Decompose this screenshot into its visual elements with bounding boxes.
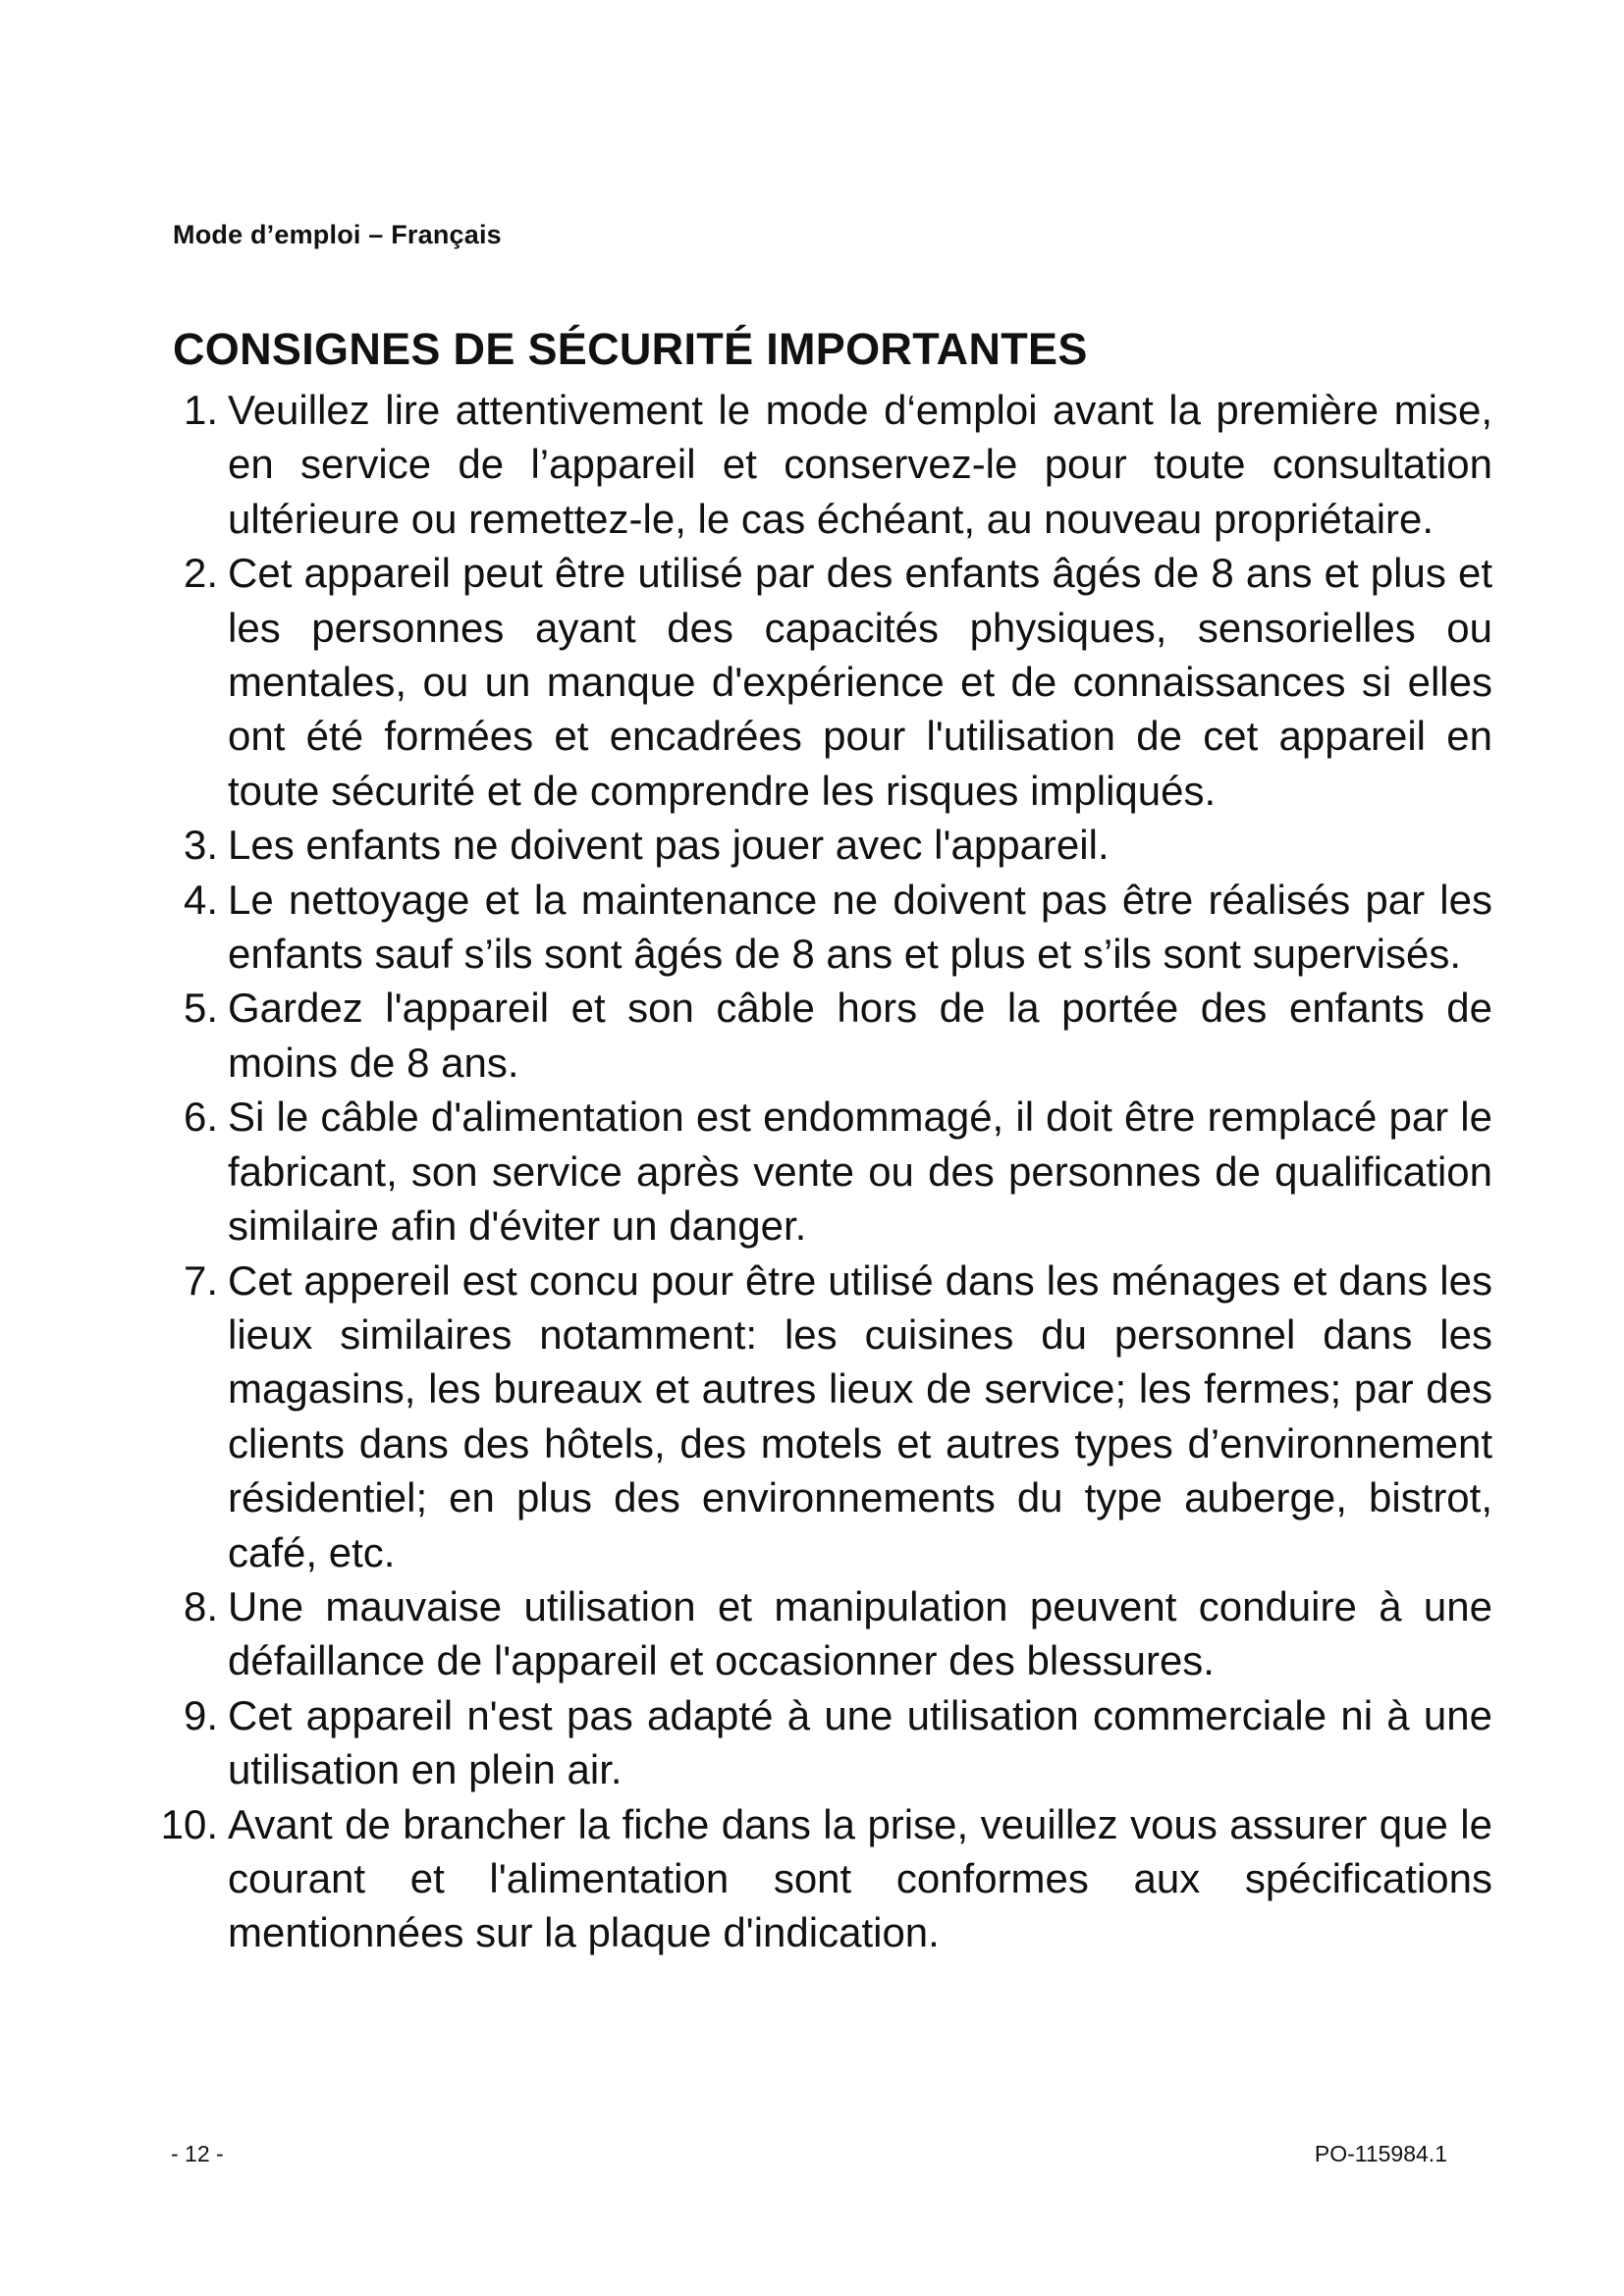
- list-item: [137, 546, 1492, 818]
- item-number: 1.: [183, 387, 218, 433]
- item-number: 5.: [183, 985, 218, 1032]
- list-item: [137, 818, 1492, 872]
- item-number: 9.: [183, 1691, 218, 1738]
- item-number: 8.: [183, 1582, 218, 1629]
- item-number: 2.: [183, 550, 218, 597]
- header-label: Mode d’emploi – Français: [173, 220, 502, 249]
- list-item: [137, 1579, 1492, 1688]
- safety-instructions-list: [137, 383, 1492, 1960]
- item-number: 4.: [183, 876, 218, 923]
- item-text: Cet appareil peut être utilisé par des enfants âgés de 8 ans et plus et les personnes ayant des capacités physiques, sensorielles ou mentales, ou un manque d'expérience et de connaissances si elles ont été formées et encadrées pour l'utilisation de cet appareil en toute sécurité et de comprendre les risques impliqués.: [228, 550, 1492, 814]
- list-item: [137, 1254, 1492, 1579]
- item-text: Si le câble d'alimentation est endommagé, il doit être remplacé par le fabricant, son service après vente ou des personnes de qualification similaire afin d'éviter un danger.: [228, 1094, 1492, 1250]
- list-item: [137, 873, 1492, 982]
- document-code: PO-115984.1: [1314, 2141, 1447, 2166]
- list-item: [137, 1688, 1492, 1797]
- list-item: [137, 981, 1492, 1090]
- list-item: [137, 1090, 1492, 1253]
- item-text: Avant de brancher la fiche dans la prise, veuillez vous assurer que le courant et l'alimentation sont conformes aux spécifications mentionnées sur la plaque d'indication.: [228, 1800, 1492, 1956]
- item-number: 7.: [183, 1256, 218, 1304]
- item-text: Veuillez lire attentivement le mode d‘emploi avant la première mise, en service de l’appareil et conservez-le pour toute consultation ultérieure ou remettez-le, le cas échéant, au nouveau propriétaire.: [228, 387, 1492, 542]
- list-item: [137, 1797, 1492, 1960]
- list-item: [137, 383, 1492, 546]
- item-text: Cet appereil est concu pour être utilisé dans les ménages et dans les lieux similaires notamment: les cuisines du personnel dans les magasins, les bureaux et autres lieux de service; les fermes; par des clients dans des hôtels, des motels et autres types d’environnement résidentiel; en plus des environnements du type auberge, bistrot, café, etc.: [228, 1256, 1492, 1575]
- item-number: 6.: [183, 1094, 218, 1141]
- item-number: 3.: [183, 822, 218, 869]
- page-number: - 12 -: [171, 2141, 224, 2166]
- item-text: Cet appareil n'est pas adapté à une utilisation commerciale ni à une utilisation en plein air.: [228, 1691, 1492, 1793]
- item-text: Une mauvaise utilisation et manipulation peuvent conduire à une défaillance de l'appareil et occasionner des blessures.: [228, 1582, 1492, 1684]
- item-text: Le nettoyage et la maintenance ne doivent pas être réalisés par les enfants sauf s’ils sont âgés de 8 ans et plus et s’ils sont supervisés.: [228, 876, 1492, 978]
- item-number: 10.: [160, 1800, 218, 1847]
- section-title: CONSIGNES DE SÉCURITÉ IMPORTANTES: [173, 324, 1088, 374]
- item-text: Gardez l'appareil et son câble hors de la portée des enfants de moins de 8 ans.: [228, 985, 1492, 1086]
- item-text: Les enfants ne doivent pas jouer avec l'appareil.: [228, 822, 1110, 869]
